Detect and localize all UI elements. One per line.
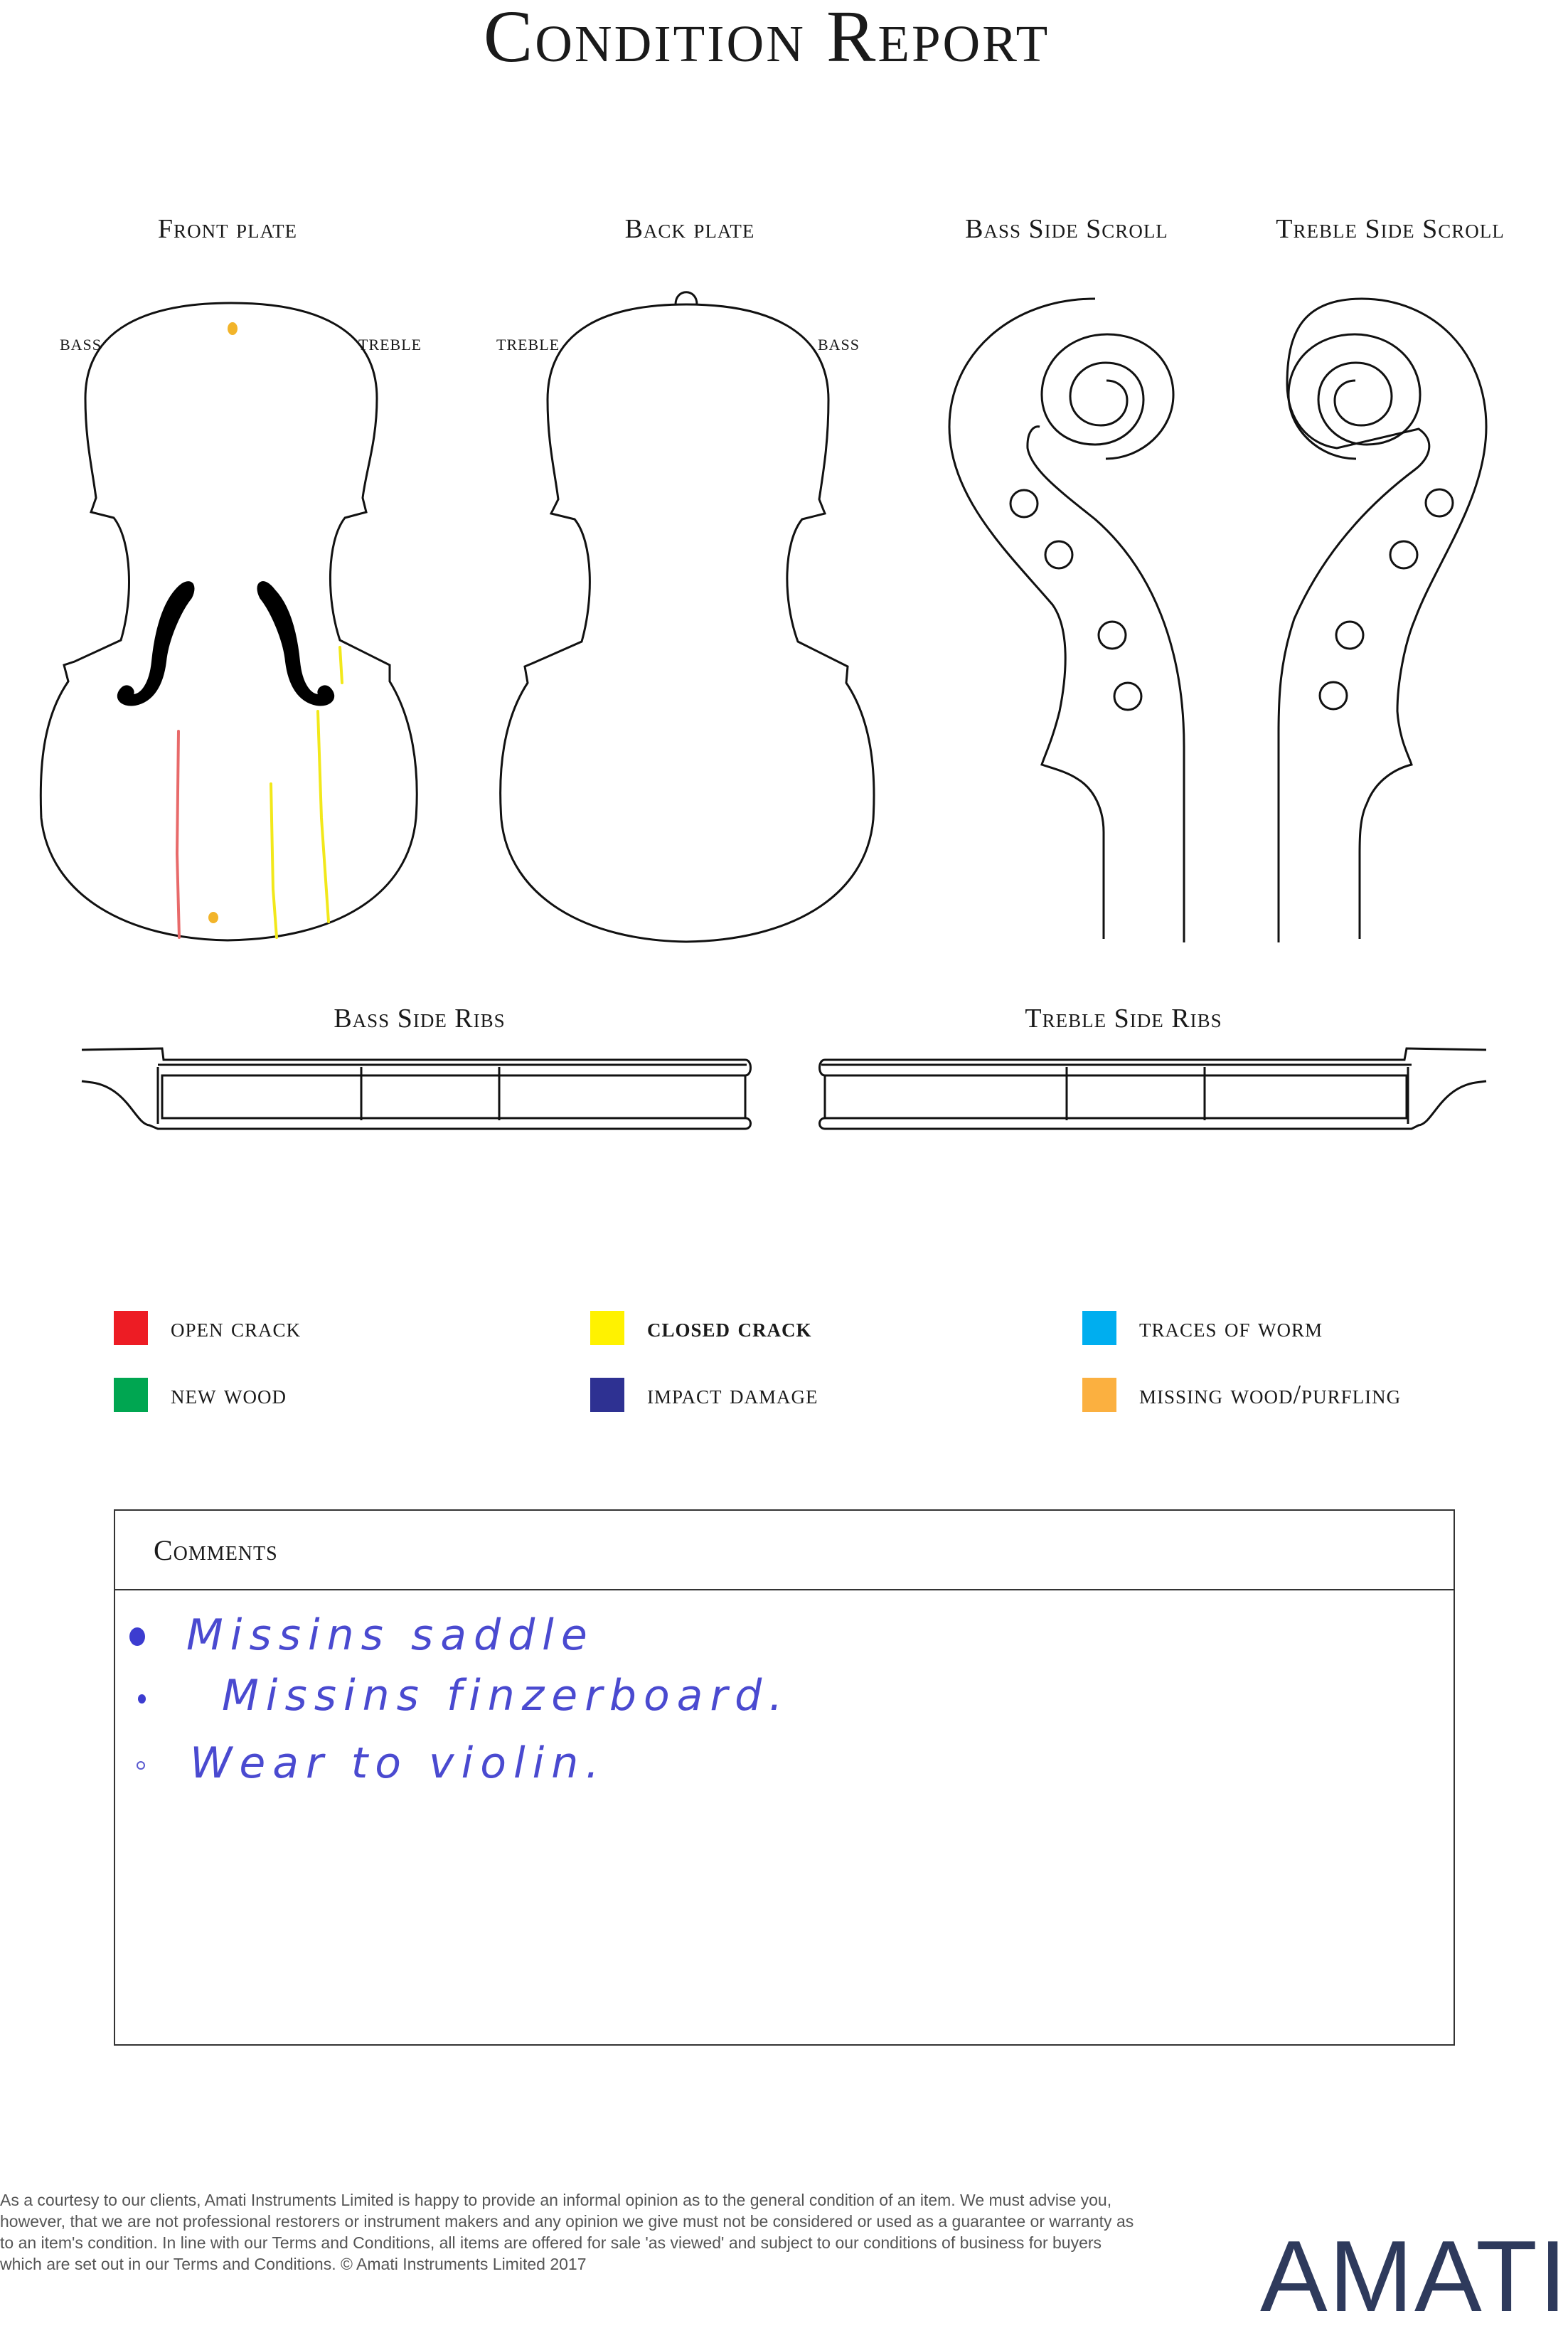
- bass-side-ribs-label: Bass Side Ribs: [334, 1004, 506, 1033]
- legend-item-traces-of-worm: [1082, 1310, 1323, 1346]
- back-plate-label: Back plate: [624, 214, 755, 244]
- bass-peg-hole: [1045, 541, 1072, 568]
- comments-heading: Comments: [115, 1511, 1454, 1590]
- bass-side-scroll-label: Bass Side Scroll: [965, 214, 1168, 244]
- bullet-icon: [138, 1694, 146, 1704]
- legend-label: closed crack: [647, 1313, 812, 1343]
- treble-ribs-outline: [820, 1048, 1487, 1129]
- swatch-traces-of-worm: [1082, 1311, 1116, 1345]
- closed-crack-mark: [318, 711, 329, 922]
- bass-scroll-outline: [949, 299, 1104, 939]
- treble-peg-hole: [1390, 541, 1417, 568]
- bass-scroll-volute: [1042, 334, 1173, 459]
- page-title: Condition Report: [483, 0, 1050, 78]
- bass-peg-hole: [1010, 490, 1038, 517]
- treble-scroll-back: [1360, 299, 1486, 939]
- comments-box: [114, 1509, 1455, 2046]
- legend-label: new wood: [171, 1380, 287, 1410]
- back-plate-outline: [501, 304, 874, 942]
- disclaimer-text: As a courtesy to our clients, Amati Instruments Limited is happy to provide an informal opinion as to the general condition of an item. We must advise you, however, that we are not professional restorers or instrument makers and any opinion we give must not be considered or used as a guarantee or warranty as to an item's condition. In line with our Terms and Conditions, all items are offered for sale 'as viewed' and subject to our conditions of business for buyers which are set out in our Terms and Conditions. © Amati Instruments Limited 2017: [0, 2191, 1134, 2273]
- instrument-diagrams: [0, 0, 1533, 1174]
- back-bass-label: BASS: [818, 336, 860, 354]
- front-plate-outline: [41, 303, 417, 940]
- bass-peg-hole: [1099, 622, 1126, 649]
- legend-item-new-wood: [114, 1377, 287, 1413]
- legend: [114, 1310, 1465, 1417]
- open-crack-mark: [177, 731, 179, 937]
- back-plate-button: [676, 292, 697, 304]
- swatch-new-wood: [114, 1378, 148, 1412]
- closed-crack-mark: [340, 647, 342, 683]
- comment-line: Wear to violin.: [190, 1738, 607, 1788]
- missing-wood-mark: [208, 912, 218, 923]
- legend-label: missing wood/purfling: [1139, 1380, 1402, 1410]
- legend-item-closed-crack: [590, 1310, 812, 1346]
- treble-f-hole: [258, 583, 333, 704]
- treble-side-ribs-label: Treble Side Ribs: [1025, 1004, 1222, 1033]
- treble-peg-hole: [1426, 489, 1453, 516]
- front-bass-label: BASS: [60, 336, 102, 354]
- comment-line: Missins finzerboard.: [222, 1671, 790, 1721]
- legend-label: impact damage: [647, 1380, 818, 1410]
- front-plate-label: Front plate: [157, 214, 298, 244]
- closed-crack-mark: [271, 784, 277, 937]
- treble-scroll-volute: [1289, 334, 1420, 459]
- bullet-icon: [137, 1761, 145, 1770]
- swatch-impact-damage: [590, 1378, 624, 1412]
- legend-label: traces of worm: [1139, 1313, 1323, 1343]
- bass-f-hole: [119, 583, 193, 704]
- missing-wood-mark: [228, 322, 238, 335]
- swatch-open-crack: [114, 1311, 148, 1345]
- swatch-closed-crack: [590, 1311, 624, 1345]
- back-treble-label: TREBLE: [496, 336, 560, 354]
- legend-item-missing-wood: [1082, 1377, 1401, 1413]
- swatch-missing-wood: [1082, 1378, 1116, 1412]
- bass-scroll-neck: [1028, 427, 1184, 942]
- comment-line: Missins saddle: [186, 1610, 594, 1660]
- legend-item-impact-damage: [590, 1377, 818, 1413]
- treble-side-scroll-label: Treble Side Scroll: [1276, 214, 1505, 244]
- treble-scroll-outline: [1279, 299, 1429, 942]
- legend-item-open-crack: [114, 1310, 301, 1346]
- treble-peg-hole: [1320, 682, 1347, 709]
- bass-ribs-outline: [82, 1048, 751, 1129]
- front-treble-label: TREBLE: [358, 336, 422, 354]
- amati-logo: AMATI: [1260, 2220, 1568, 2333]
- legend-label: open crack: [171, 1313, 302, 1343]
- treble-peg-hole: [1336, 622, 1363, 649]
- bass-peg-hole: [1114, 683, 1141, 710]
- bullet-icon: [129, 1627, 145, 1646]
